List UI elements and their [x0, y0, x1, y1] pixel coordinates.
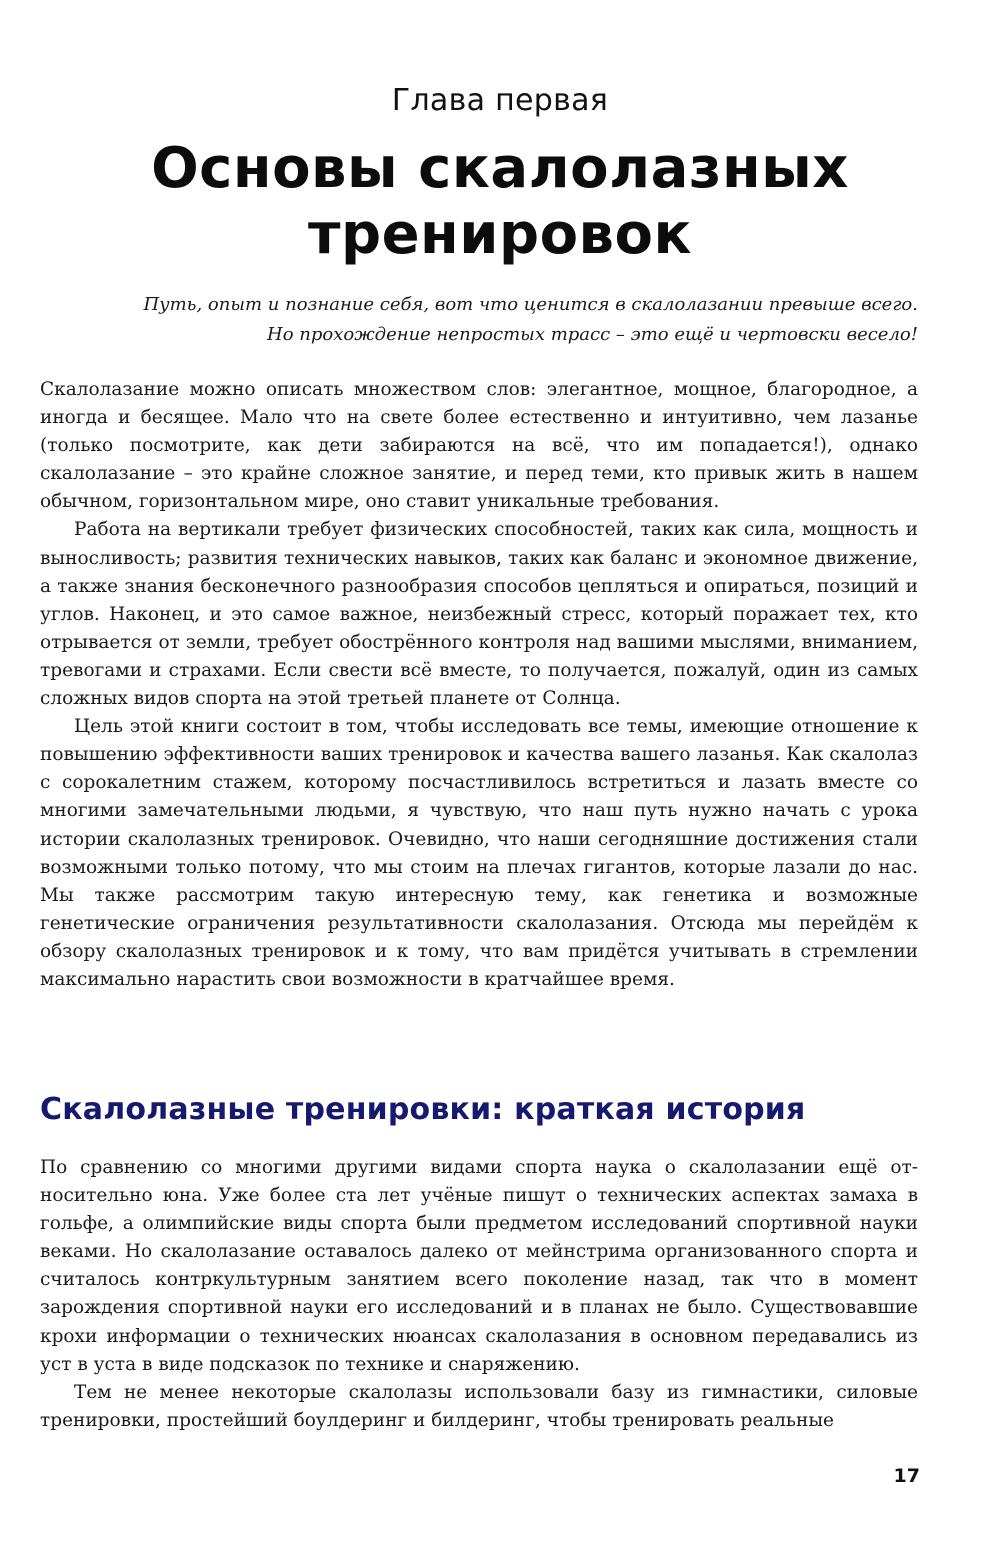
chapter-label: Глава первая [391, 83, 609, 118]
epigraph-line-2: Но прохождение непростых трасс – это ещё и чертовски весело! [267, 324, 918, 345]
section-paragraph-2: Тем не менее некоторые скалолазы использовали базу из гимнастики, силовые тренировки, простейший боулдеринг и билдеринг, чтобы тренировать реальные [40, 1381, 918, 1431]
section-heading: Скалолазные тренировки: краткая история [40, 1092, 806, 1127]
section-text [40, 1154, 918, 1435]
epigraph-line-1: Путь, опыт и познание себя, вот что ценится в скалолазании превыше всего. [143, 294, 918, 315]
chapter-title-text: Основы скалолазных тренировок [151, 136, 849, 267]
intro-paragraph-1: Скалолазание можно описать множеством слов: элегантное, мощное, благородное, а иногда и бесящее. Мало что на свете более естественно и интуитивно, чем лазанье (только посмотрите, как дети забираются на всё, что им попадается!), однако скалолазание – это крайне сложное занятие, и перед теми, кто привык жить в нашем обычном, горизонтальном мире, оно ставит уникальные требования. [40, 379, 918, 513]
page-number: 17 [893, 1465, 920, 1487]
epigraph [100, 290, 918, 350]
section-paragraph-1: По сравнению со многими другими видами спорта наука о скалолазании ещё относительно юна. Уже более ста лет учёные пишут о технических аспектах замаха в гольфе, а олимпийские виды спорта были предметом исследований спортивной науки веками. Но скалолазание оставалось далеко от мейнстрима организованного спорта и считалось контркультурным занятием всего поколение назад, так что в момент зарождения спортивной науки его исследований и в планах не было. Существовавшие крохи информации о технических нюансах скалолазания в основном передавались из уст в уста в виде подсказок по технике и снаряжению. [40, 1157, 918, 1375]
intro-paragraph-3: Цель этой книги состоит в том, чтобы исследовать все темы, имеющие отношение к повышению эффективности ваших тренировок и качества вашего лазанья. Как скалолаз с сорокалетним стажем, которому посчастливилось встретиться и лазать вместе со многими замечательными людьми, я чувствую, что наш путь нужно начать с урока истории скалолазных тренировок. Очевидно, что наши сегодняшние достижения стали возможными только потому, что мы стоим на плечах гигантов, которые лазали до нас. Мы также рассмотрим такую интересную тему, как генетика и возможные генетические ограничения результативности скалолазания. Отсюда мы перейдём к обзору скалолазных тренировок и к тому, что вам придётся учитывать в стремлении максимально нарастить свои возможности в кратчайшее время. [40, 716, 918, 990]
chapter-title [0, 136, 1000, 268]
intro-text [40, 376, 918, 994]
intro-paragraph-2: Работа на вертикали требует физических способностей, таких как сила, мощность и выносливость; развития технических навыков, таких как баланс и экономное движение, а также знания бесконечного разнообразия способов цепляться и опираться, позиций и углов. Наконец, и это самое важное, неизбежный стресс, который поражает тех, кто отрывается от земли, требует обострённого контроля над вашими мыслями, вниманием, тревогами и страхами. Если свести всё вместе, то получается, пожалуй, один из самых сложных видов спорта на этой третьей планете от Солнца. [40, 519, 918, 710]
